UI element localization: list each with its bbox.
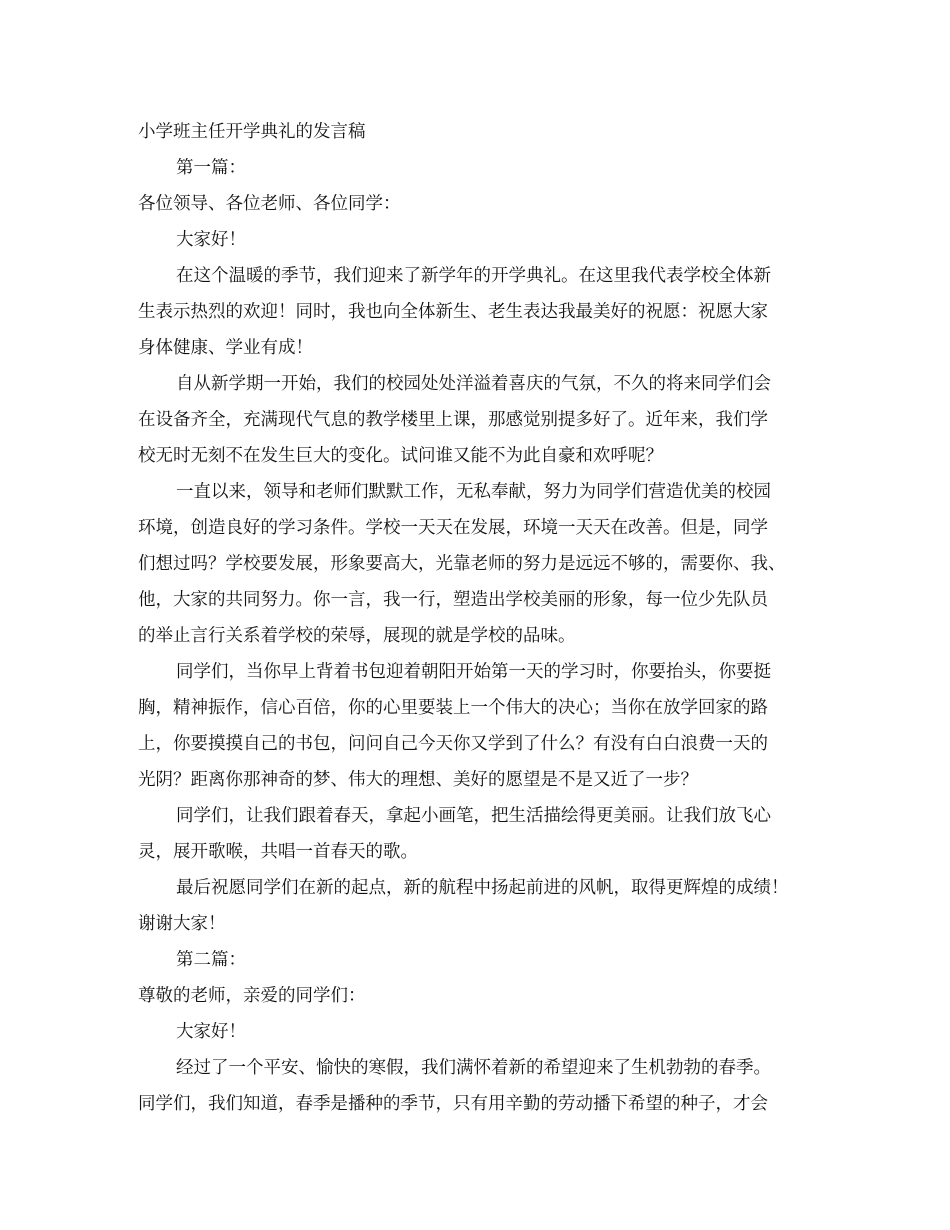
text-line: 同学们，当你早上背着书包迎着朝阳开始第一天的学习时，你要抬头，你要挺 <box>176 662 771 682</box>
text-line: 尊敬的老师，亲爱的同学们： <box>138 986 366 1006</box>
text-line: 第二篇： <box>176 950 246 970</box>
text-line: 一直以来，领导和老师们默默工作，无私奉献，努力为同学们营造优美的校园 <box>176 482 771 502</box>
text-line: 在这个温暖的季节，我们迎来了新学年的开学典礼。在这里我代表学校全体新 <box>176 266 771 286</box>
text-line: 同学们，我们知道，春季是播种的季节，只有用辛勤的劳动播下希望的种子，才会 <box>138 1094 768 1114</box>
text-line: 他，大家的共同努力。你一言，我一行，塑造出学校美丽的形象，每一位少先队员 <box>138 590 768 610</box>
text-line: 们想过吗？学校要发展，形象要高大，光靠老师的努力是远远不够的，需要你、我、 <box>138 554 786 574</box>
text-line: 第一篇： <box>176 158 246 178</box>
text-line: 自从新学期一开始，我们的校园处处洋溢着喜庆的气氛，不久的将来同学们会 <box>176 374 771 394</box>
document-page <box>138 114 828 1122</box>
text-line: 灵，展开歌喉，共唱一首春天的歌。 <box>138 842 418 862</box>
document-title: 小学班主任开学典礼的发言稿 <box>138 122 366 142</box>
document-body <box>138 150 828 1122</box>
text-line: 谢谢大家！ <box>138 914 226 934</box>
text-line: 身体健康、学业有成！ <box>138 338 313 358</box>
text-line: 光阴？距离你那神奇的梦、伟大的理想、美好的愿望是不是又近了一步？ <box>138 770 698 790</box>
text-line: 经过了一个平安、愉快的寒假，我们满怀着新的希望迎来了生机勃勃的春季。 <box>176 1058 771 1078</box>
text-line: 校无时无刻不在发生巨大的变化。试问谁又能不为此自豪和欢呼呢？ <box>138 446 663 466</box>
text-line: 同学们，让我们跟着春天，拿起小画笔，把生活描绘得更美丽。让我们放飞心 <box>176 806 771 826</box>
text-line: 环境，创造良好的学习条件。学校一天天在发展，环境一天天在改善。但是，同学 <box>138 518 768 538</box>
text-line: 最后祝愿同学们在新的起点，新的航程中扬起前进的风帆，取得更辉煌的成绩！ <box>176 878 789 898</box>
text-line: 上，你要摸摸自己的书包，问问自己今天你又学到了什么？有没有白白浪费一天的 <box>138 734 768 754</box>
text-line: 大家好！ <box>176 230 246 250</box>
text-line: 的举止言行关系着学校的荣辱，展现的就是学校的品味。 <box>138 626 576 646</box>
text-line: 胸，精神振作，信心百倍，你的心里要装上一个伟大的决心；当你在放学回家的路 <box>138 698 768 718</box>
text-line: 各位领导、各位老师、各位同学： <box>138 194 401 214</box>
text-line: 大家好！ <box>176 1022 246 1042</box>
text-line: 在设备齐全，充满现代气息的教学楼里上课，那感觉别提多好了。近年来，我们学 <box>138 410 768 430</box>
text-line: 生表示热烈的欢迎！同时，我也向全体新生、老生表达我最美好的祝愿：祝愿大家 <box>138 302 768 322</box>
